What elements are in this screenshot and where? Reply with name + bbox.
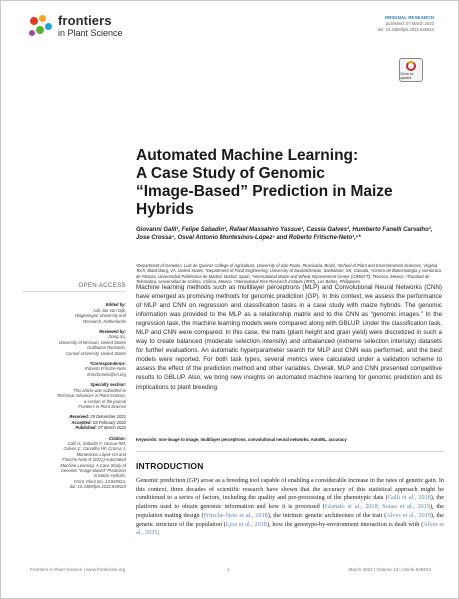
- citation-line: in Maize Hybrids.: [93, 473, 126, 479]
- doi[interactable]: doi: 10.3389/fpls.2022.845524: [377, 27, 434, 32]
- citation-line: Montesinos-López OA and: [76, 451, 126, 457]
- editor-line: Aalt-Jan Van Dijk,: [92, 307, 126, 313]
- abstract: Machine learning methods such as multilayer perceptrons (MLP) and Convolutional Neural Networks (CNN) have emerged as promising methods for genomic prediction (GP). In this context, we assess the performance of MLP and CNN on regression and classification tasks in a case study with maize hybrids. The genomic information was provided to the MLP as a relationship matrix and to the CNN as “genomic images.” In the regression task, the machine learning models were compared along with GBLUP. Under the classification task, MLP and CNN were compared. In this case, the traits (plant height and grain yield) were discretized in such a way to create balanced (moderate selection intensity) and unbalanced (extreme selection intensity) datasets for further evaluations. An automatic hyperparameter search for MLP and CNN was performed, and the best models were reported. For both task types, several metrics were calculated under a validation scheme to assess the effect of the prediction method and other variables. Overall, MLP and CNN presented competitive results to GBLUP. Also, we bring new insights on automated machine learning for genomic prediction and its implications to plant breeding.: [136, 284, 442, 391]
- page-number: 1: [227, 567, 230, 572]
- accepted-date: Accepted: 03 February 2022: [71, 419, 126, 425]
- citation-link[interactable]: Lyra et al., 2018: [225, 520, 268, 528]
- citation-line: Genomic “Image-Based” Prediction: [60, 467, 126, 473]
- title-line: A Case Study of Genomic: [136, 165, 325, 182]
- correspondence-email[interactable]: rfritscheneto@irri.org: [86, 371, 126, 377]
- title-line: “Image-Based” Prediction in Maize: [136, 183, 393, 200]
- title-line: Automated Machine Learning:: [136, 147, 359, 164]
- reviewer-line: University of Missouri, United States: [58, 339, 126, 345]
- specialty-line: This article was submitted to: [73, 387, 126, 393]
- article-meta: [378, 15, 434, 33]
- footer-journal[interactable]: Frontiers in Plant Science | www.frontiersin.org: [30, 567, 126, 572]
- keywords: Keywords: non-image to image, multilayer perceptrons, convolutional neural networks, AutoML, accuracy: [136, 437, 347, 442]
- article-sidebar: [22, 283, 126, 490]
- edited-by-label: Edited by:: [105, 302, 126, 308]
- citation-link[interactable]: Alves et al., 2021: [136, 520, 444, 537]
- citation-link[interactable]: Fritsche-Neto et al., 2018: [203, 511, 268, 519]
- affiliations: ¹Department of Genetics, Luiz de Queiroz College of Agriculture, University of São Paulo, Piracicaba, Brazil, ²School of Plant and Environmental Sciences, Virginia Tech, Blacksburg, VA, United States, ³Department of Food Engineering, University of Saskatchewan, Saskatoon, SK, Canada, ⁴Centro de Biotecnología y Genómica de Plantas, Universidad Politécnica de Madrid, Madrid, Spain, ⁵International Maize and Wheat Improvement Center (CIMMYT), Texcoco, Mexico, ⁶Facultad de Telemática, Universidad de Colima, Colima, Mexico, ⁷International Rice Research Institute (IRRI), Los Baños, Philippines: [136, 263, 441, 284]
- check-updates-label: Check for updates: [400, 71, 414, 80]
- check-for-updates-button[interactable]: [399, 58, 423, 82]
- editor-line: Research, Netherlands: [83, 318, 126, 324]
- reviewer-line: Dong Xu,: [108, 334, 126, 340]
- brand-name: frontiers: [58, 13, 112, 28]
- citation-line: Fritsche-Neto R (2022) Automated: [62, 457, 126, 463]
- open-access-label: OPEN ACCESS: [22, 283, 126, 292]
- specialty-label: Specialty section:: [90, 382, 126, 388]
- reviewer-line: Guillaume Ramstein,: [87, 345, 126, 351]
- citation-link[interactable]: Galli et al., 2018: [387, 494, 431, 502]
- article-type: ORIGINAL RESEARCH: [384, 15, 434, 20]
- author-list: Giovanni Galli¹, Felipe Sabadin¹, Rafael Massahiro Yassue¹, Cassia Galves², Humberto Fanelli Carvalho³, Jose Crossa⁴, Osval Antonio Montesinos-López⁵ and Roberto Fritsche-Neto¹,⁶*: [136, 227, 433, 242]
- citation-link[interactable]: Alves et al., 2019: [386, 511, 431, 519]
- journal-logo[interactable]: [28, 14, 123, 40]
- reviewer-line: Cornell University, United States: [66, 350, 126, 356]
- editor-line: Wageningen University and: [74, 313, 126, 319]
- section-divider: [136, 451, 444, 452]
- reviewed-by-label: Reviewed by:: [99, 329, 126, 335]
- specialty-line: Frontiers in Plant Science: [78, 403, 126, 409]
- intro-paragraph: Genomic prediction (GP) arose as a breeding tool capable of enabling a considerable increase in the rates of genetic gain. In this context, three decades of scientific research have shown that the accuracy of this statistical approach might be conditioned to a series of factors, including the quality and pre-processing of the phenotypic data (Galli et al., 2018), the platform used to obtain genomic information and how it is processed (Granato et al., 2018; Sousa et al., 2019), the population mating design (Fritsche-Neto et al., 2018), the intrinsic genetic architecture of the trait (Alves et al., 2019), the genetic structure of the population (Lyra et al., 2018), how the genotype-by-environment interaction is dealt with (Alves et al., 2021;: [136, 477, 445, 537]
- article-title: [136, 147, 436, 219]
- citation-label: Citation:: [109, 435, 126, 441]
- citation-line: Machine Learning: A Case Study of: [60, 462, 126, 468]
- frontiers-logo-icon: [28, 14, 54, 40]
- citation-line: Front. Plant Sci. 13:845524.: [74, 478, 126, 484]
- published-date-sidebar: Published: 07 March 2022: [75, 425, 126, 431]
- citation-line: Galves C, Carvalho HF, Crossa J,: [63, 446, 126, 452]
- intro-heading: INTRODUCTION: [136, 461, 204, 471]
- citation-doi[interactable]: doi: 10.3389/fpls.2022.845524: [69, 484, 126, 490]
- correspondence-name: Roberto Fritsche-Neto: [84, 366, 126, 372]
- received-date: Received: 29 December 2021: [69, 414, 126, 420]
- correspondence-label: *Correspondence:: [89, 361, 126, 367]
- specialty-line: Technical Advances in Plant Science,: [56, 393, 126, 399]
- citation-line: Galli G, Sabadin F, Yassue RM,: [67, 440, 126, 446]
- title-line: Hybrids: [136, 201, 194, 218]
- check-updates-icon: [406, 61, 416, 71]
- footer-volume: March 2022 | Volume 13 | Article 845524: [348, 567, 431, 572]
- journal-name: in Plant Science: [58, 28, 123, 38]
- citation-link[interactable]: Granato et al., 2018; Sousa et al., 2019: [324, 503, 430, 511]
- specialty-line: a section of the journal: [83, 398, 126, 404]
- published-date: published: 07 March 2022: [385, 21, 434, 26]
